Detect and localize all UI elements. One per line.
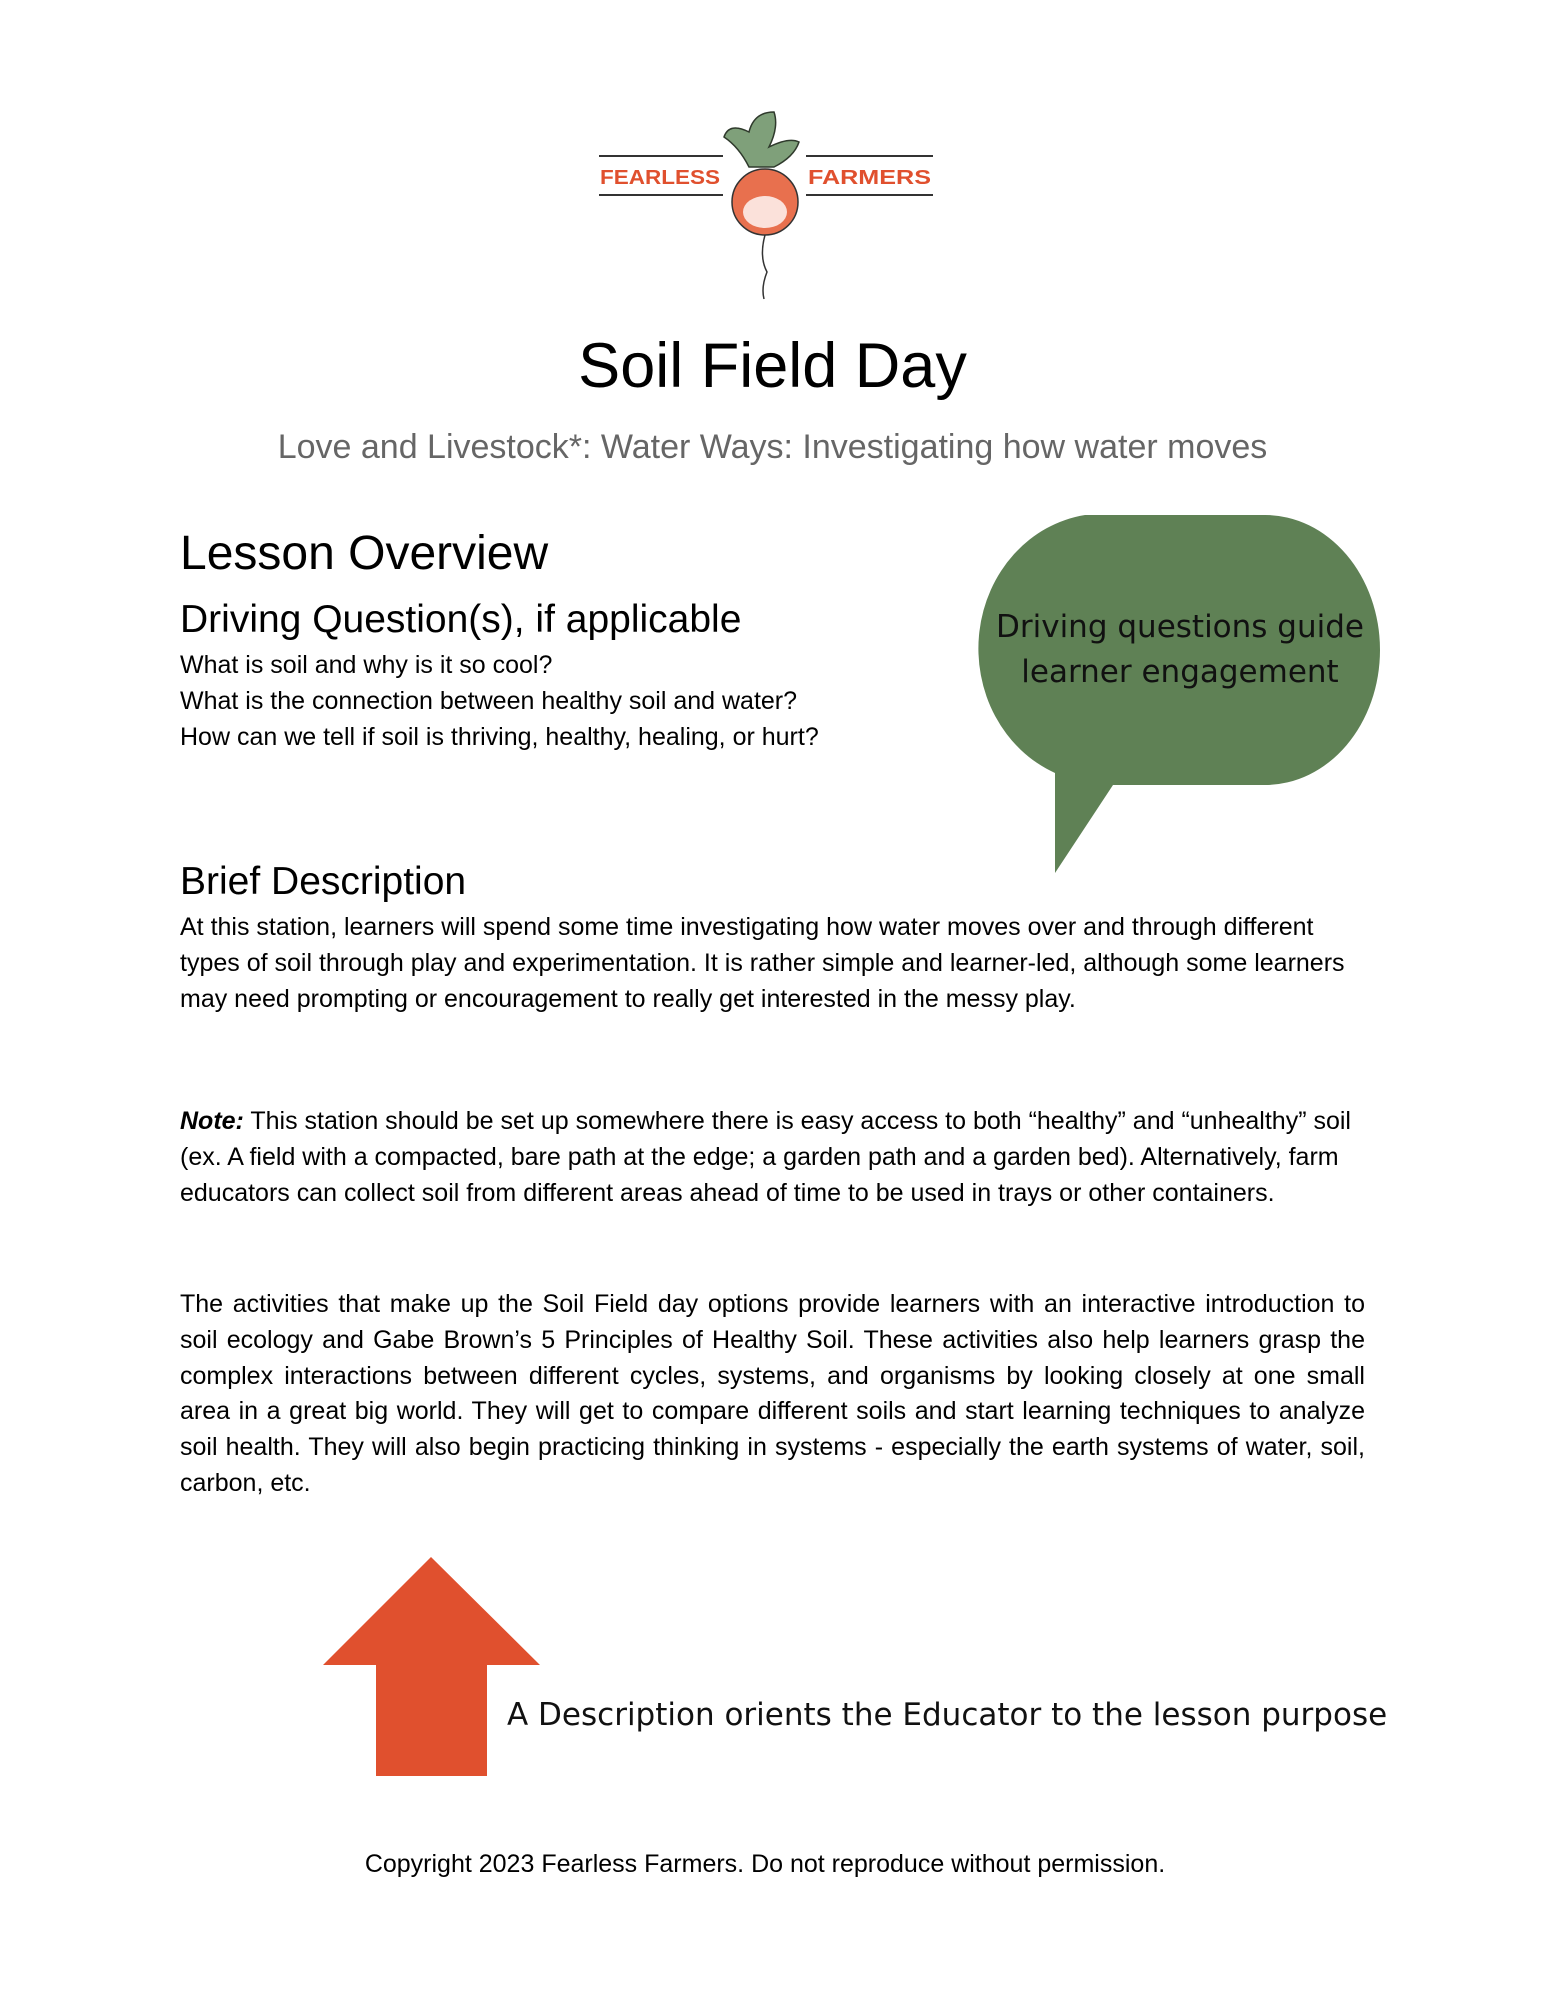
page-title: Soil Field Day (578, 331, 967, 401)
logo-left-word: FEARLESS (600, 167, 720, 189)
brief-description-heading: Brief Description (180, 860, 467, 903)
driving-questions-list (180, 648, 819, 755)
driving-questions-heading: Driving Question(s), if applicable (180, 598, 742, 641)
note-paragraph (180, 1104, 1365, 1211)
question-item: What is the connection between healthy soil and water? (180, 686, 798, 715)
description-paragraph: At this station, learners will spend some time investigating how water moves over and through different types of soil through play and experimentation. It is rather simple and learner-led, although some learners may need prompting or encouragement to really get interested in the messy play. (180, 913, 1345, 1013)
logo-right-word: FARMERS (808, 167, 931, 189)
page-subtitle: Love and Livestock*: Water Ways: Investigating how water moves (277, 428, 1268, 466)
lesson-overview-heading: Lesson Overview (180, 527, 549, 580)
up-arrow-icon (323, 1557, 540, 1776)
copyright-footer: Copyright 2023 Fearless Farmers. Do not reproduce without permission. (364, 1850, 1166, 1878)
activities-paragraph: The activities that make up the Soil Field day options provide learners with an interactive introduction to soil ecology and Gabe Brown’s 5 Principles of Healthy Soil. These activities also help learners grasp the complex interactions between different cycles, systems, and organisms by looking closely at one small area in a great big world. They will get to compare different soils and start learning techniques to analyze soil health. They will also begin practicing thinking in systems - especially the earth systems of water, soil, carbon, etc. (180, 1290, 1365, 1497)
arrow-callout-text: A Description orients the Educator to the lesson purpose (507, 1697, 1388, 1733)
question-item: What is soil and why is it so cool? (180, 651, 553, 679)
question-item: How can we tell if soil is thriving, healthy, healing, or hurt? (180, 722, 819, 751)
note-label: Note: (180, 1107, 244, 1135)
speech-bubble-text: Driving questions guide learner engagement (996, 609, 1364, 690)
note-text: This station should be set up somewhere there is easy access to both “healthy” and “unhealthy” soil (ex. A field with a compacted, bare path at the edge; a garden path and a garden bed). Alternatively, farm educators can collect soil from different areas ahead of time to be used in trays or other containers. (180, 1107, 1351, 1207)
speech-bubble-callout (975, 515, 1380, 875)
fearless-farmers-logo (599, 107, 933, 303)
